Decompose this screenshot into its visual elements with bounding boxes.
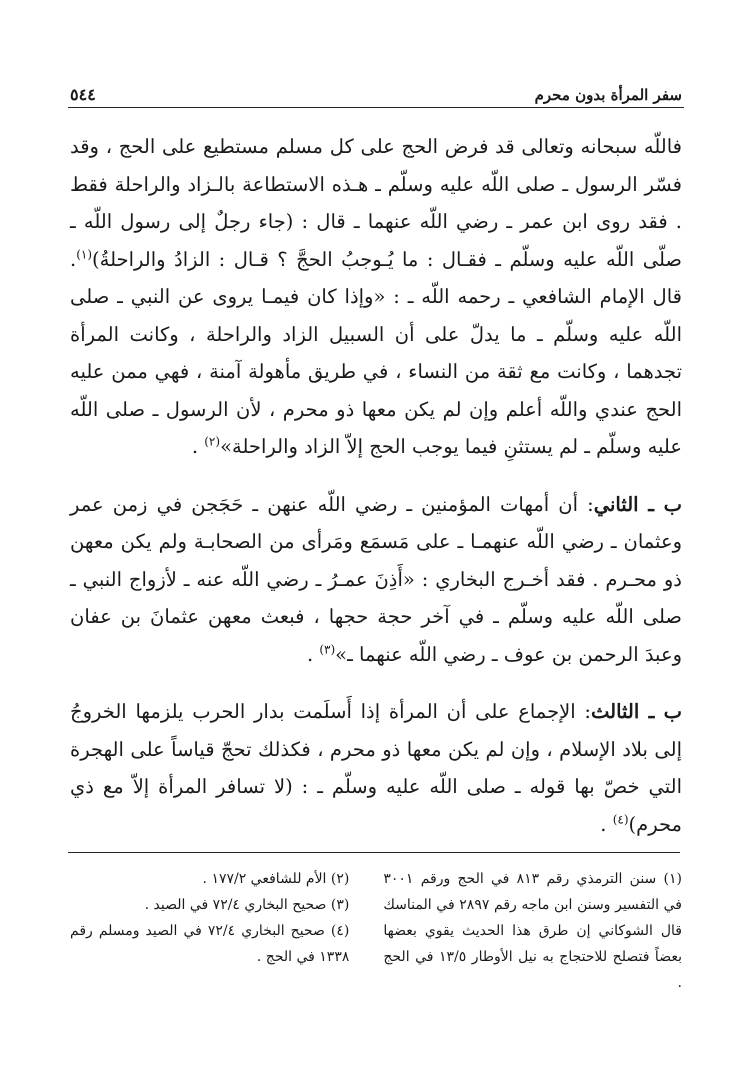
paragraph-3-text-a: : الإجماع على أن المرأة إذا أَسلَمت بدار الحرب يلزمها الخروجُ إلى بلاد الإسلام ، وإن لم يكن معها ذو محرم ، فكذلك تحجّ قياساً على الهجرة التي خصّ بها قوله ـ صلى اللّه عليه وسلّم ـ : (لا تسافر المرأة إلاّ مع ذي محرم) xyxy=(70,700,682,836)
page-header xyxy=(70,78,682,104)
body-text xyxy=(70,128,682,843)
footnote-3: (٣) صحيح البخاري ٧٢/٤ في الصيد . xyxy=(144,897,350,913)
paragraph-1-text-c: . xyxy=(191,435,205,458)
paragraph-1 xyxy=(70,128,682,466)
footnotes xyxy=(70,866,682,996)
paragraph-3-text-b: . xyxy=(600,812,613,836)
footnote-ref-4: (٤) xyxy=(612,812,629,826)
paragraph-2-text-b: . xyxy=(306,642,320,666)
paragraph-2-label: ب ـ الثاني xyxy=(593,492,682,516)
footnotes-column-right xyxy=(383,866,682,996)
footnote-2: (٢) الأم للشافعي ١٧٧/٢ . xyxy=(202,871,350,887)
paragraph-1-text-b: . قال الإمام الشافعي ـ رحمه اللّه ـ : «وإذا كان فيمـا يروى عن النبي ـ صلى اللّه عليه وسلّم ـ ما يدلّ على أن السبيل الزاد والراحلة ، وكانت المرأة تجدهما ، وكانت مع ثقة من النساء ، في طريق مأهولة آمنة ، فهي ممن عليه الحج عندي واللّه أعلم وإن لم يكن معها ذو محرم ، لأن الرسول ـ صلى اللّه عليه وسلّم ـ لم يستثنِ فيما يوجب الحج إلاّ الزاد والراحلة» xyxy=(70,247,682,458)
footnote-4: (٤) صحيح البخاري ٧٢/٤ في الصيد ومسلم رقم ١٣٣٨ في الحج . xyxy=(70,923,350,965)
paragraph-3 xyxy=(70,693,682,843)
footnote-1: (١) سنن الترمذي رقم ٨١٣ في الحج ورقم ٣٠٠١ في التفسير وسنن ابن ماجه رقم ٢٨٩٧ في المناسك قال الشوكاني إن طرق هذا الحديث يقوي بعضها بعضاً فتصلح للاحتجاج به نيل الأوطار ١٣/٥ في الحج . xyxy=(383,871,682,991)
footnote-ref-2: (٢) xyxy=(204,434,221,449)
paragraph-2 xyxy=(70,486,682,674)
footnote-ref-3: (٣) xyxy=(319,642,336,656)
running-title: سفر المرأة بدون محرم xyxy=(534,86,682,104)
header-rule xyxy=(68,107,684,108)
footnotes-column-left xyxy=(70,866,349,996)
paragraph-2-text-a: : أن أمهات المؤمنين ـ رضي اللّه عنهن ـ حَجَجن في زمن عمر وعثمان ـ رضي اللّه عنهمـا ـ على مَسمَع ومَرأى من الصحابـة ولم يكن معهن ذو محـرم . فقد أخـرج البخاري : «أَذِنَ عمـرُ ـ رضي اللّه عنه ـ لأزواج النبي ـ صلى اللّه عليه وسلّم ـ في آخر حجة حجها ، فبعث معهن عثمانَ بن عفان وعبدَ الرحمن بن عوف ـ رضي اللّه عنهما ـ» xyxy=(70,492,682,666)
page-number: ٥٤٤ xyxy=(70,85,96,104)
footnote-rule xyxy=(68,852,680,853)
paragraph-3-label: ب ـ الثالث xyxy=(591,700,683,723)
paragraph-1-text-a: فاللّه سبحانه وتعالى قد فرض الحج على كل مسلم مستطيع على الحج ، وقد فسّر الرسول ـ صلى اللّه عليه وسلّم ـ هـذه الاستطاعة بالـزاد والراحلة فقط . فقد روى ابن عمر ـ رضي اللّه عنهما ـ قال : (جاء رجلٌ إلى رسول اللّه ـ صلّى اللّه عليه وسلّم ـ فقـال : ما يُـوجبُ الحجَّ ؟ قـال : الزادُ والراحلةُ) xyxy=(70,135,682,271)
footnote-ref-1: (١) xyxy=(76,247,93,261)
